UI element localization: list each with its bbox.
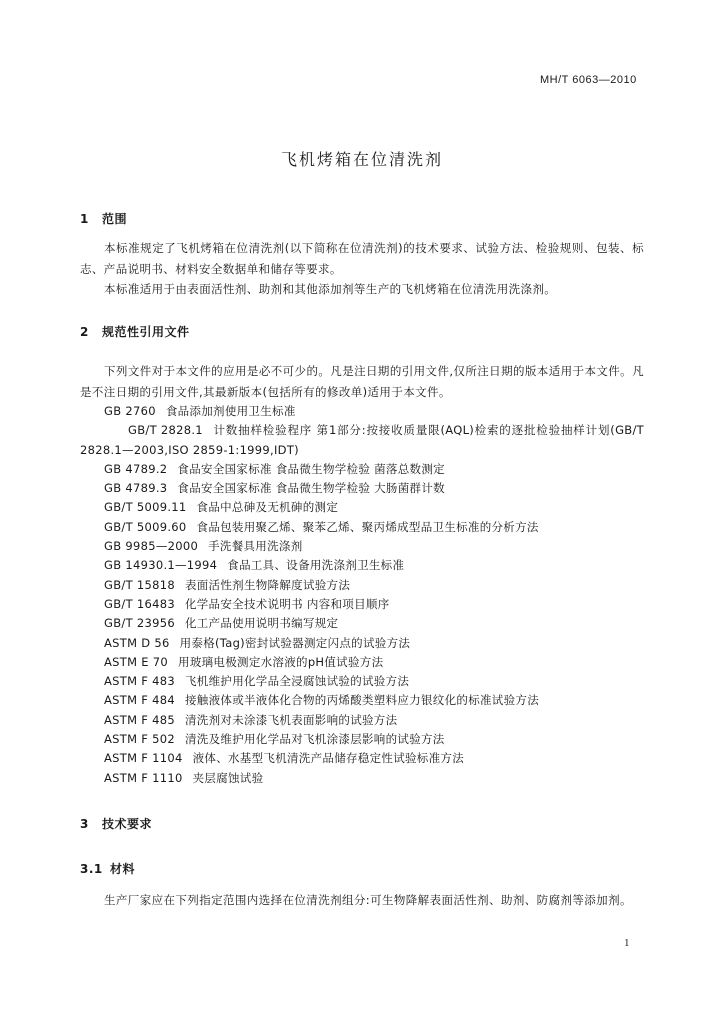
section-1-heading (80, 210, 127, 227)
reference-item (80, 769, 644, 788)
reference-title: 清洗剂对未涂漆飞机表面影响的试验方法 (185, 712, 398, 727)
reference-code: GB 9985—2000 (104, 539, 199, 554)
reference-title: 食品工具、设备用洗涤剂卫生标准 (227, 558, 405, 573)
reference-item (80, 691, 644, 710)
reference-title: 液体、水基型飞机清洗产品储存稳定性试验标准方法 (192, 751, 465, 766)
reference-item (80, 634, 644, 653)
reference-code: GB 14930.1—1994 (104, 558, 218, 573)
reference-title: 食品安全国家标准 食品微生物学检验 大肠菌群计数 (177, 481, 445, 496)
reference-code: GB 4789.2 (104, 461, 168, 476)
reference-title: 夹层腐蚀试验 (192, 770, 264, 785)
reference-code: ASTM D 56 (104, 635, 170, 650)
reference-code: ASTM F 484 (104, 693, 175, 708)
reference-title: 化工产品使用说明书编写规定 (184, 616, 339, 631)
reference-item (80, 749, 644, 768)
reference-item (80, 479, 644, 498)
reference-item (80, 421, 644, 460)
document-title: 飞机烤箱在位清洗剂 (280, 150, 443, 169)
reference-code: ASTM E 70 (104, 654, 169, 669)
reference-code: ASTM F 1104 (104, 751, 183, 766)
reference-item (80, 614, 644, 633)
reference-code: ASTM F 483 (104, 674, 175, 689)
section-title: 规范性引用文件 (102, 325, 190, 339)
paragraph: 本标准规定了飞机烤箱在位清洗剂(以下简称在位清洗剂)的技术要求、试验方法、检验规则、包装、标志、产品说明书、材料安全数据单和储存等要求。 (80, 241, 644, 276)
reference-item (80, 556, 644, 575)
reference-title: 食品中总砷及无机砷的测定 (196, 500, 339, 515)
reference-item (80, 672, 644, 691)
reference-code: ASTM F 502 (104, 732, 175, 747)
reference-code: ASTM F 1110 (104, 770, 183, 785)
reference-code: GB/T 5009.11 (104, 500, 187, 515)
reference-code: GB/T 23956 (104, 616, 175, 631)
reference-item (80, 576, 644, 595)
reference-item (80, 653, 644, 672)
reference-item (80, 730, 644, 749)
reference-code: GB/T 5009.60 (104, 519, 187, 534)
reference-item (80, 595, 644, 614)
reference-code: GB/T 16483 (104, 596, 175, 611)
section-number: 1 (80, 212, 89, 226)
reference-title: 用泰格(Tag)密封试验器测定闪点的试验方法 (179, 635, 411, 650)
section-3-1-body (80, 890, 644, 911)
reference-code: GB 2760 (104, 404, 156, 418)
reference-item (80, 498, 644, 517)
reference-item (80, 711, 644, 730)
reference-item (80, 402, 644, 421)
reference-title: 食品安全国家标准 食品微生物学检验 菌落总数测定 (177, 461, 445, 476)
reference-title: 用玻璃电极测定水溶液的pH值试验方法 (178, 654, 384, 669)
reference-item (80, 460, 644, 479)
section-title: 范围 (102, 212, 128, 226)
section-3-1-heading (80, 860, 135, 877)
section-number: 2 (80, 325, 89, 339)
section-number: 3 (80, 817, 89, 831)
paragraph: 下列文件对于本文件的应用是必不可少的。凡是注日期的引用文件,仅所注日期的版本适用于本文件。凡是不注日期的引用文件,其最新版本(包括所有的修改单)适用于本文件。 (80, 364, 644, 399)
reference-code: GB 4789.3 (104, 481, 168, 496)
page-number: 1 (624, 937, 630, 949)
reference-title: 计数抽样检验程序 第1部分:按接收质量限(AQL)检索的逐批检验抽样计划(GB/T 2828.1—2003,ISO 2859-1:1999,IDT) (80, 423, 644, 457)
reference-code: ASTM F 485 (104, 712, 175, 727)
reference-title: 飞机维护用化学品全浸腐蚀试验的试验方法 (185, 674, 410, 689)
reference-code: GB/T 2828.1 (128, 423, 203, 438)
reference-list (80, 402, 644, 788)
reference-title: 表面活性剂生物降解度试验方法 (184, 577, 351, 592)
reference-title: 手洗餐具用洗涤剂 (208, 539, 303, 554)
reference-title: 食品添加剂使用卫生标准 (165, 404, 296, 418)
reference-title: 接触液体或半液体化合物的丙烯酸类塑料应力银纹化的标准试验方法 (185, 693, 539, 708)
standard-number: MH/T 6063—2010 (540, 74, 637, 86)
section-3-heading (80, 815, 152, 832)
section-2-heading (80, 323, 190, 340)
reference-item (80, 537, 644, 556)
section-title: 技术要求 (102, 817, 153, 831)
reference-title: 化学品安全技术说明书 内容和项目顺序 (184, 596, 390, 611)
reference-code: GB/T 15818 (104, 577, 175, 592)
reference-title: 清洗及维护用化学品对飞机涂漆层影响的试验方法 (185, 732, 445, 747)
reference-item (80, 518, 644, 537)
reference-title: 食品包装用聚乙烯、聚苯乙烯、聚丙烯成型品卫生标准的分析方法 (196, 519, 539, 534)
section-1-body (80, 238, 644, 300)
section-2-intro (80, 361, 644, 402)
section-title: 材料 (110, 862, 136, 876)
paragraph: 生产厂家应在下列指定范围内选择在位清洗剂组分:可生物降解表面活性剂、助剂、防腐剂等添加剂。 (104, 893, 632, 907)
section-number: 3.1 (80, 862, 103, 876)
paragraph: 本标准适用于由表面活性剂、助剂和其他添加剂等生产的飞机烤箱在位清洗用洗涤剂。 (104, 282, 557, 296)
